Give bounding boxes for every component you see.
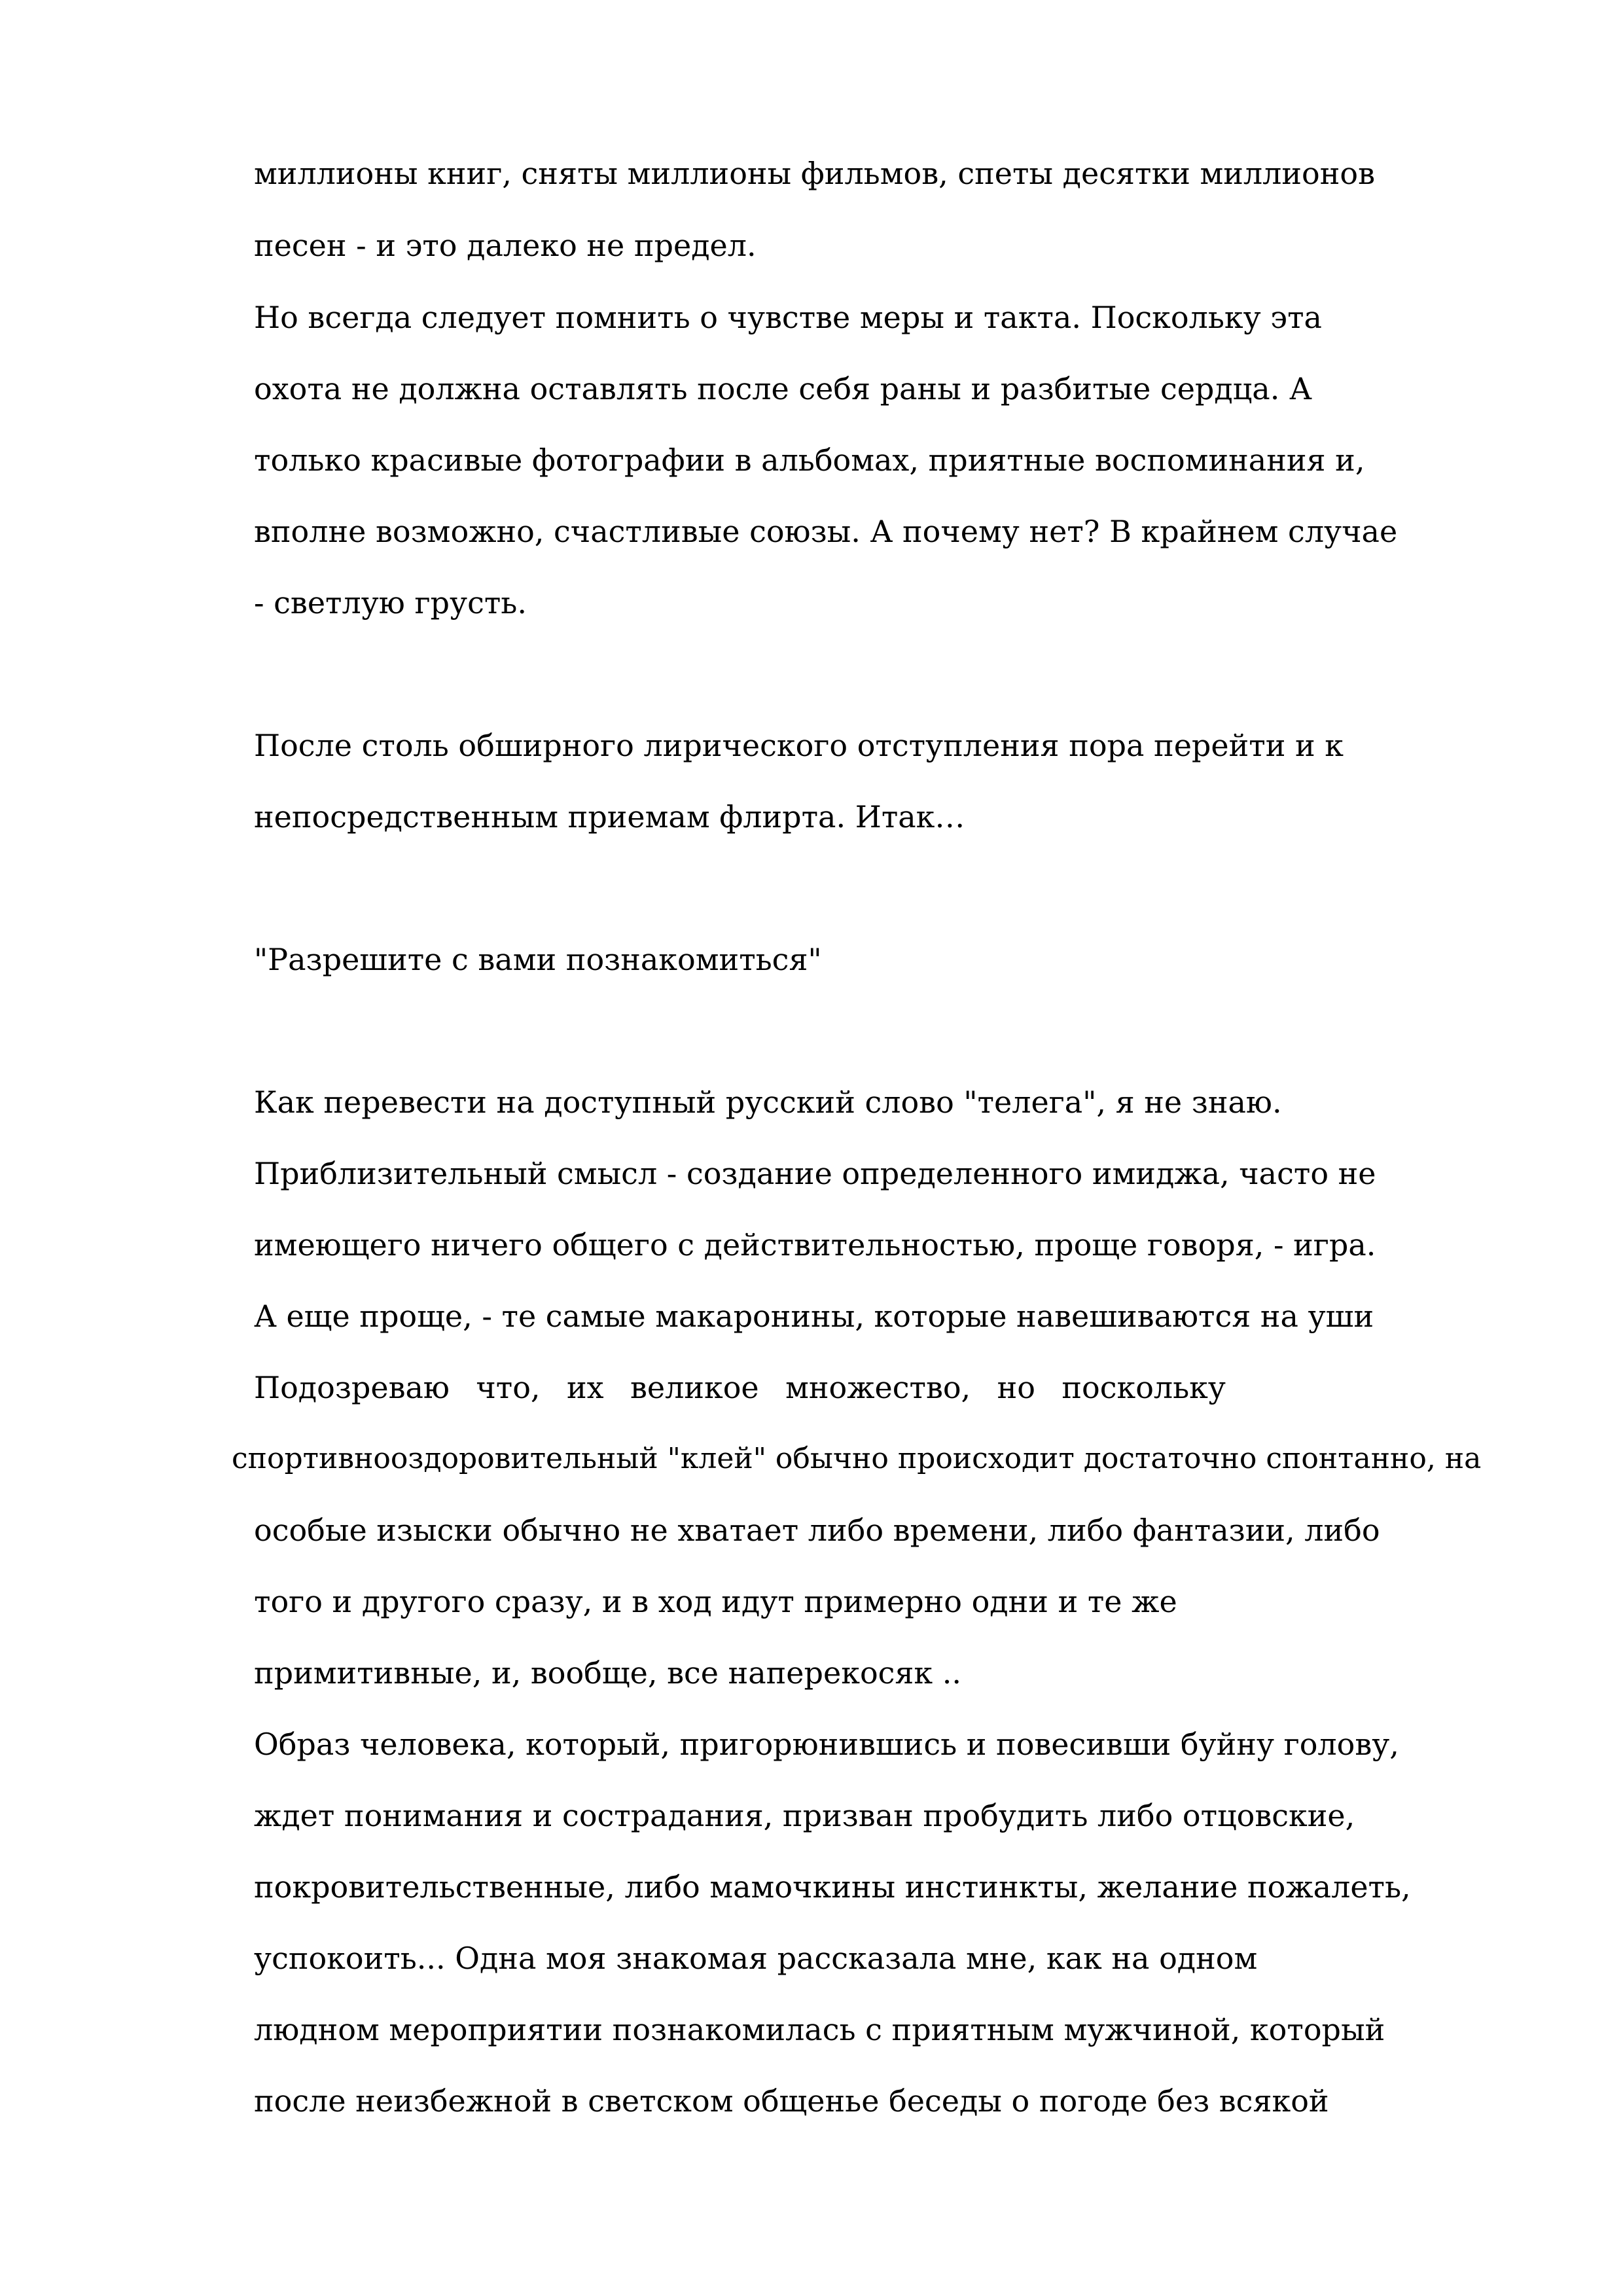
text-line: охота не должна оставлять после себя раны и разбитые сердца. А [254,371,1312,406]
text-line: миллионы книг, сняты миллионы фильмов, спеты десятки миллионов [254,156,1375,191]
text-line: спортивнооздоровительный "клей" обычно происходит достаточно спонтанно, на [232,1442,1482,1475]
word: великое [630,1370,759,1405]
word: но [997,1370,1035,1405]
text-line: успокоить... Одна моя знакомая рассказала мне, как на одном [254,1941,1258,1976]
text-line: ждет понимания и сострадания, призван пробудить либо отцовские, [254,1798,1355,1833]
text-line: - светлую грусть. [254,585,527,620]
justified-text-line [254,1368,1226,1407]
text-line: покровительственные, либо мамочкины инстинкты, желание пожалеть, [254,1869,1411,1905]
word: что, [476,1370,541,1405]
text-line: песен - и это далеко не предел. [254,228,757,263]
word: их [566,1370,604,1405]
word: поскольку [1061,1370,1226,1405]
text-line: имеющего ничего общего с действительностью, проще говоря, - игра. [254,1227,1376,1263]
text-line: людном мероприятии познакомилась с приятным мужчиной, который [254,2012,1385,2047]
text-line: Приблизительный смысл - создание определенного имиджа, часто не [254,1156,1376,1191]
text-line: Образ человека, который, пригорюнившись и повесивши буйну голову, [254,1727,1399,1762]
text-line: После столь обширного лирического отступления пора перейти и к [254,728,1344,763]
text-line: того и другого сразу, и в ход идут примерно одни и те же [254,1584,1177,1619]
text-line: примитивные, и, вообще, все наперекосяк .. [254,1655,962,1691]
text-line: непосредственным приемам флирта. Итак… [254,799,965,834]
text-line: только красивые фотографии в альбомах, приятные воспоминания и, [254,442,1365,478]
word: Подозреваю [254,1370,450,1405]
word: множество, [785,1370,971,1405]
text-line: особые изыски обычно не хватает либо времени, либо фантазии, либо [254,1513,1380,1548]
text-line: после неизбежной в светском общенье беседы о погоде без всякой [254,2083,1329,2119]
text-line: Как перевести на доступный русский слово "телега", я не знаю. [254,1085,1282,1120]
section-heading: "Разрешите с вами познакомиться" [254,942,822,977]
text-line: вполне возможно, счастливые союзы. А почему нет? В крайнем случае [254,514,1398,549]
text-line: Но всегда следует помнить о чувстве меры и такта. Поскольку эта [254,300,1322,335]
text-line: А еще проще, - те самые макаронины, которые навешиваются на уши [254,1299,1374,1334]
